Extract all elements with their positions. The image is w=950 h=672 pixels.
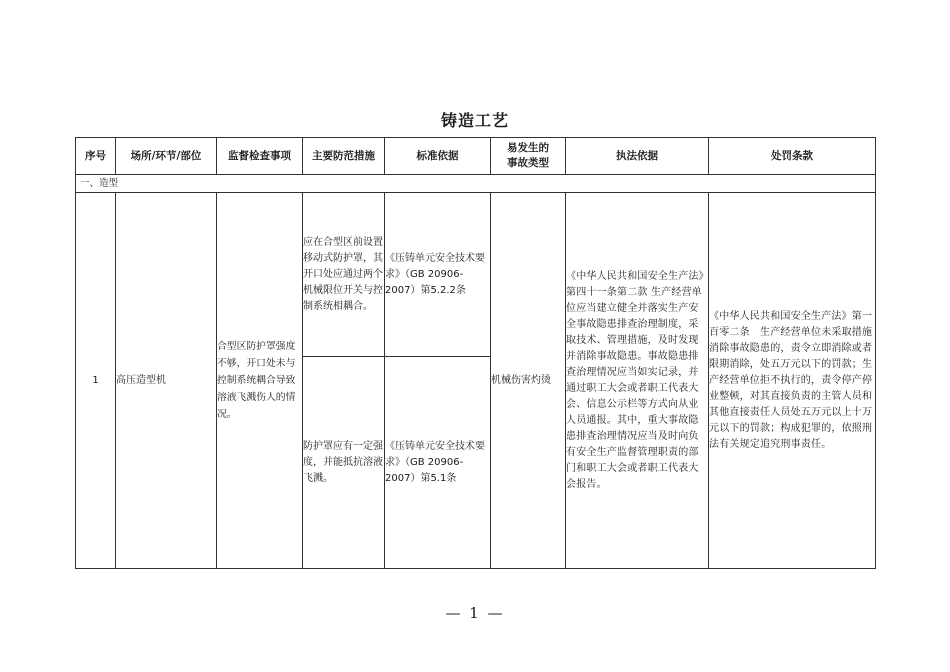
cell-law: 《中华人民共和国安全生产法》第四十一条第二款 生产经营单位应当建立健全并落实生产安全事故隐患排查治理制度，采取技术、管理措施，及时发现并消除事故隐患。事故隐患排查治理情况应当如实记录，并通过职工大会或者职工代表大会、信息公示栏等方式向从业人员通报。其中，重大事故隐患排查治理情况应当及时向负有安全生产监督管理职责的部门和职工大会或者职工代表大会报告。 [566,193,709,569]
header-standard: 标准依据 [385,138,491,175]
header-seq: 序号 [76,138,116,175]
cell-measure-1: 应在合型区前设置移动式防护罩，其开口处应通过两个机械限位开关与控制系统相耦合。 [303,193,385,357]
cell-accident: 机械伤害灼烫 [491,193,566,569]
section-label: 一、造型 [76,175,876,193]
table-row [76,193,876,357]
cell-seq: 1 [76,193,116,569]
cell-place: 高压造型机 [116,193,217,569]
header-penalty: 处罚条款 [709,138,876,175]
cell-inspection: 合型区防护罩强度不够，开口处未与控制系统耦合导致溶液飞溅伤人的情况。 [217,193,303,569]
document-title: 铸造工艺 [440,111,509,130]
header-measures: 主要防范措施 [303,138,385,175]
header-inspection: 监督检查事项 [217,138,303,175]
cell-penalty: 《中华人民共和国安全生产法》第一百零二条 生产经营单位未采取措施消除事故隐患的，责令立即消除或者限期消除，处五万元以下的罚款；生产经营单位拒不执行的，责令停产停业整顿，对其直接负责的主管人员和其他直接责任人员处五万元以上十万元以下的罚款；构成犯罪的，依照刑法有关规定追究刑事责任。 [709,193,876,569]
header-accident-line2: 事故类型 [507,157,549,169]
page-number: — 1 — [445,604,505,622]
inspection-table [75,137,876,569]
header-accident-line1: 易发生的 [507,142,549,154]
header-law: 执法依据 [566,138,709,175]
table-header-row [76,138,876,175]
cell-measure-2: 防护罩应有一定强度，并能抵抗溶液飞溅。 [303,357,385,569]
header-accident [491,138,566,175]
header-place: 场所/环节/部位 [116,138,217,175]
section-row [76,175,876,193]
cell-standard-2: 《压铸单元安全技术要求》（GB 20906-2007）第5.1条 [385,357,491,569]
cell-standard-1: 《压铸单元安全技术要求》（GB 20906-2007）第5.2.2条 [385,193,491,357]
